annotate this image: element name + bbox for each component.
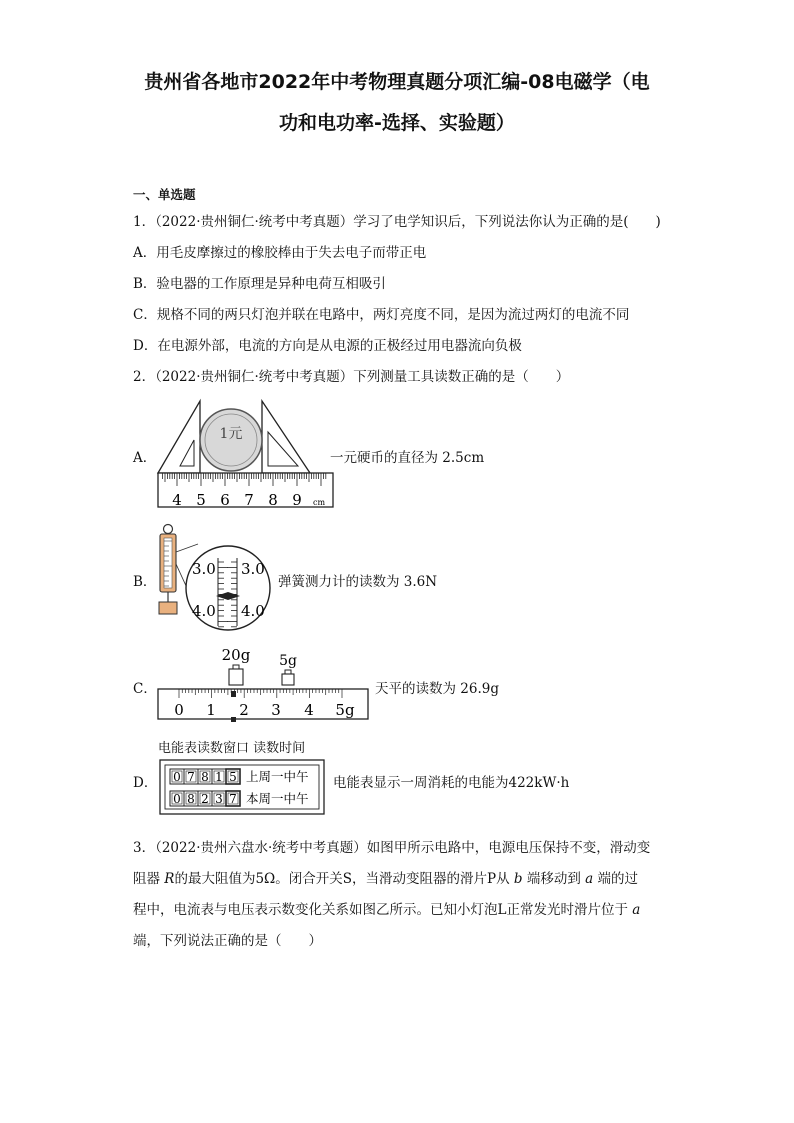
q1-option-c: C．规格不同的两只灯泡并联在电路中，两灯亮度不同，是因为流过两灯的电流不同 (133, 307, 630, 323)
q2-option-c-label: C． (133, 681, 157, 697)
q3-line2: 阻器 R的最大阻值为5Ω。闭合开关S，当滑动变阻器的滑片P从 b 端移动到 a 端的过 (133, 871, 638, 887)
rider-top (231, 691, 236, 697)
weight-20g (229, 669, 243, 685)
beam-label-0: 0 (174, 701, 184, 719)
scale-weight (159, 602, 177, 614)
meter-row2-time: 本周一中午 (246, 791, 309, 806)
beam-label-4: 4 (304, 701, 314, 719)
meter-digit: 8 (201, 770, 209, 784)
meter-digit: 5 (229, 770, 237, 784)
ruler-label-4: 4 (172, 491, 182, 509)
scale-window (164, 538, 172, 588)
q2-option-d-header: 电能表读数窗口 读数时间 (158, 741, 306, 756)
meter-digit: 8 (187, 792, 195, 806)
weight-20g-label: 20g (221, 646, 251, 664)
q2-option-d-caption: 电能表显示一周消耗的电能为422kW·h (333, 775, 570, 791)
meter-row-last-week (170, 769, 240, 784)
zoom-label-4-left: 4.0 (192, 602, 216, 620)
spring-scale-figure (150, 522, 275, 637)
ruler-label-7: 7 (244, 491, 254, 509)
zoom-line-top (176, 544, 198, 552)
meter-digit: 2 (201, 792, 209, 806)
left-triangle-inner (180, 440, 194, 466)
weight-5g (282, 674, 294, 685)
rider-bottom (231, 717, 236, 722)
meter-row-this-week (170, 791, 240, 806)
balance-figure (155, 643, 370, 725)
q1-stem: 1．（2022·贵州铜仁·统考中考真题）学习了电学知识后，下列说法你认为正确的是( ) (133, 214, 661, 230)
weight-20g-knob (233, 665, 239, 669)
zoom-label-3-left: 3.0 (192, 560, 216, 578)
q1-option-b: B．验电器的工作原理是异种电荷互相吸引 (133, 276, 386, 292)
ruler-label-8: 8 (268, 491, 278, 509)
beam-label-3: 3 (271, 701, 281, 719)
energy-meter-figure (158, 758, 328, 818)
q2-option-b-caption: 弹簧测力计的读数为 3.6N (278, 574, 438, 590)
meter-digit: 0 (173, 792, 181, 806)
q1-option-a: A．用毛皮摩擦过的橡胶棒由于失去电子而带正电 (133, 245, 427, 261)
ruler-label-5: 5 (196, 491, 206, 509)
ruler-unit: cm (313, 498, 326, 507)
q2-option-a-caption: 一元硬币的直径为 2.5cm (330, 450, 485, 466)
weight-5g-knob (285, 670, 291, 674)
ruler-label-9: 9 (292, 491, 302, 509)
zoom-label-3-right: 3.0 (241, 560, 265, 578)
q3-line4: 端，下列说法正确的是（ ） (133, 933, 322, 949)
ruler-label-6: 6 (220, 491, 230, 509)
q2-option-a-label: A． (133, 450, 157, 466)
meter-digit: 1 (215, 770, 223, 784)
zoom-label-4-right: 4.0 (241, 602, 265, 620)
meter-row1-time: 上周一中午 (246, 769, 309, 784)
scale-hook-ring (164, 525, 173, 534)
meter-digit: 0 (173, 770, 181, 784)
beam-label-5g: 5g (335, 701, 355, 719)
q3-line3: 程中，电流表与电压表示数变化关系如图乙所示。已知小灯泡L正常发光时滑片位于 a (133, 902, 641, 918)
q3-stem (133, 833, 663, 957)
weight-5g-label: 5g (279, 653, 297, 669)
q2-option-b-label: B． (133, 574, 157, 590)
section-heading: 一、单选题 (133, 187, 196, 202)
right-triangle (262, 401, 310, 473)
coin-text: 1元 (219, 426, 243, 442)
q2-option-d-label: D． (133, 775, 158, 791)
q1-option-d: D．在电源外部，电流的方向是从电源的正极经过用电器流向负极 (133, 338, 522, 354)
document-title-line1: 贵州省各地市2022年中考物理真题分项汇编-08电磁学（电 (144, 71, 650, 93)
meter-digit: 7 (229, 792, 237, 806)
beam-label-1: 1 (206, 701, 216, 719)
meter-digit: 3 (215, 792, 223, 806)
q2-stem: 2．（2022·贵州铜仁·统考中考真题）下列测量工具读数正确的是（ ） (133, 369, 570, 385)
ruler-coin-figure (150, 398, 340, 513)
q3-line1: 3．（2022·贵州六盘水·统考中考真题）如图甲所示电路中，电源电压保持不变，滑动变 (133, 840, 651, 856)
beam-label-2: 2 (239, 701, 249, 719)
meter-digit: 7 (187, 770, 195, 784)
q2-option-c-caption: 天平的读数为 26.9g (375, 681, 499, 697)
document-title-line2: 功和电功率-选择、实验题） (279, 112, 515, 134)
